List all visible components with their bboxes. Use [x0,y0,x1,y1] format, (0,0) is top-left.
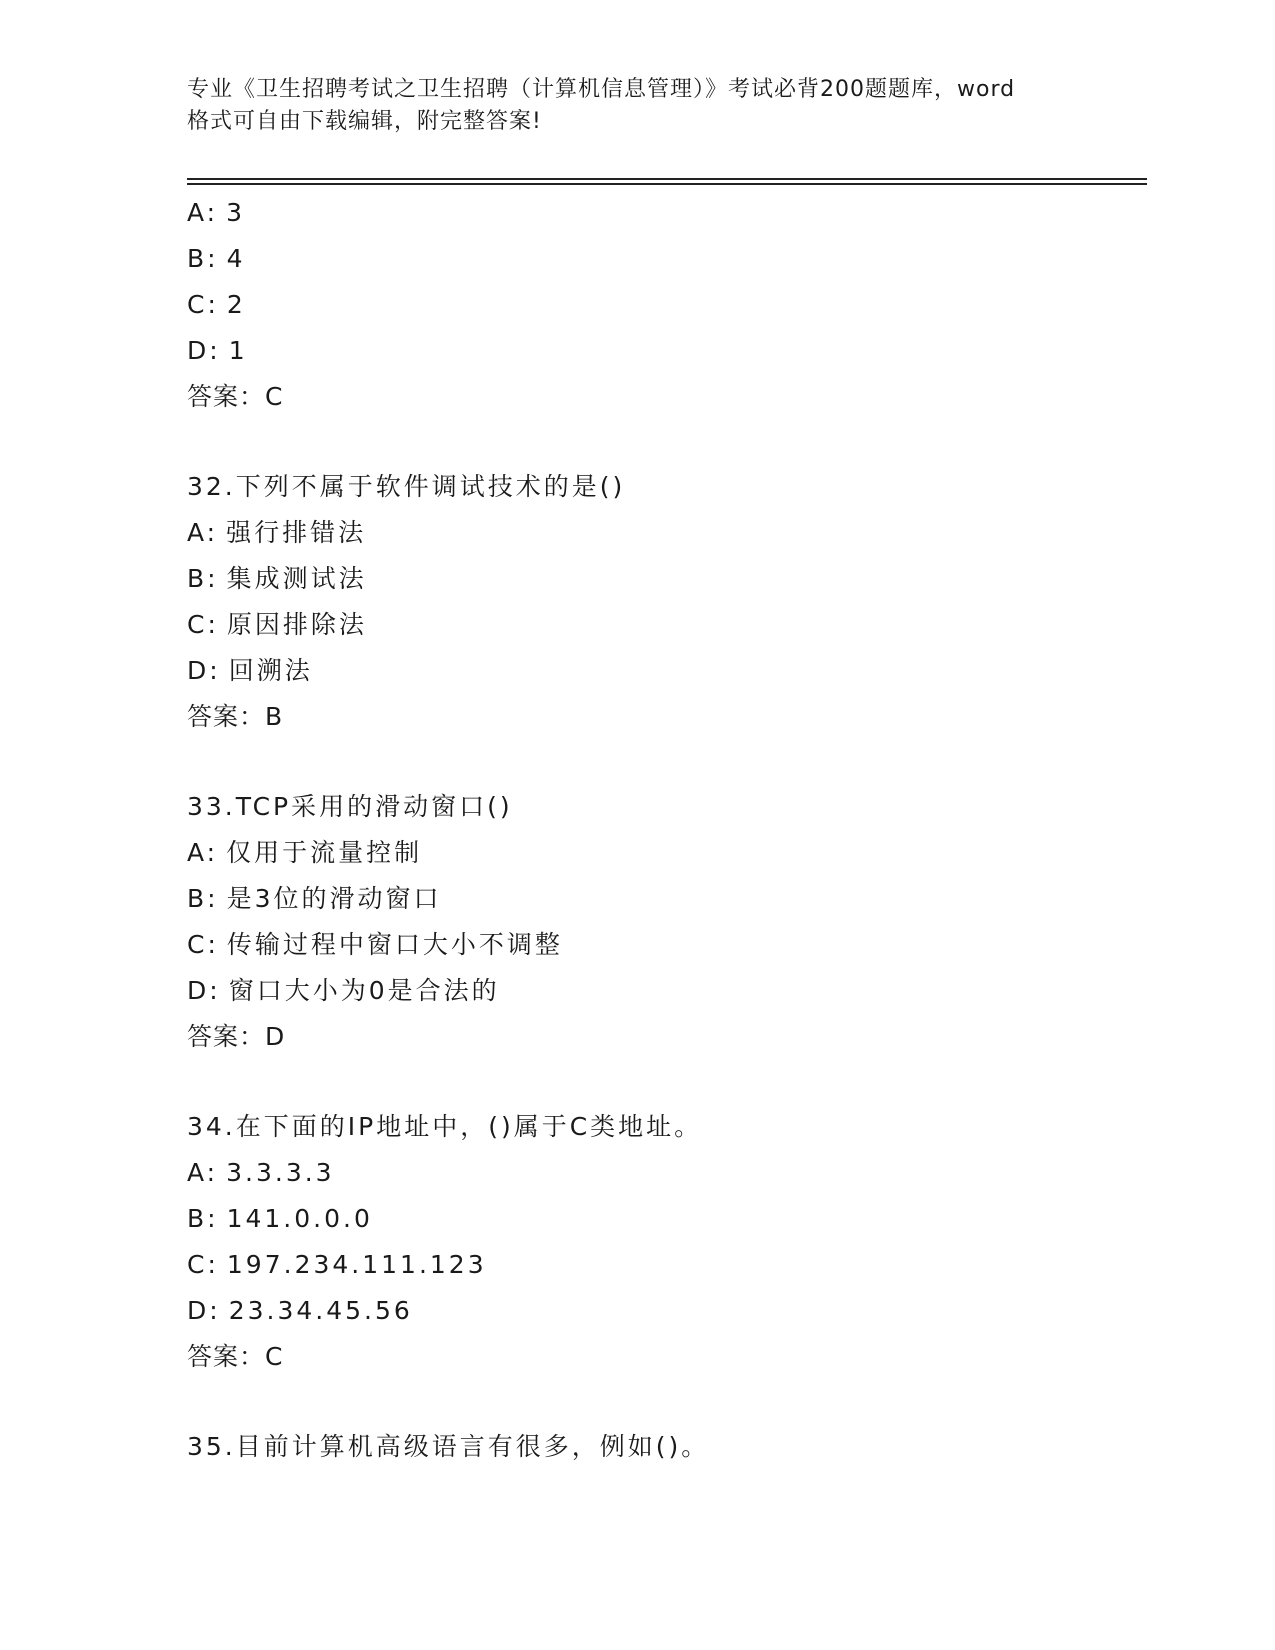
option-letter: D [187,1296,210,1325]
option-separator: : [209,976,221,1005]
option-separator: : [207,564,219,593]
option-c [187,282,1147,328]
option-separator: : [207,884,219,913]
option-text: 1 [228,336,248,365]
option-letter: B [187,1204,208,1233]
question-text: 33.TCP采用的滑动窗口() [187,792,513,821]
option-separator: : [207,930,219,959]
option-text: 仅用于流量控制 [226,838,423,867]
option-separator: : [206,1158,219,1187]
option-text: 窗口大小为0是合法的 [228,976,500,1005]
spacer [187,1060,1147,1104]
option-text: 传输过程中窗口大小不调整 [226,930,563,959]
option-c [187,1242,1147,1288]
spacer [187,1380,1147,1424]
option-text: 2 [226,290,246,319]
option-text: 4 [226,244,246,273]
option-letter: C [187,290,208,319]
option-b [187,876,1147,922]
option-letter: B [187,244,208,273]
option-text: 141.0.0.0 [226,1204,373,1233]
option-text: 3.3.3.3 [226,1158,335,1187]
option-letter: A [187,838,207,867]
document-header [187,74,1087,138]
option-letter: C [187,1250,208,1279]
spacer [187,740,1147,784]
option-a [187,190,1147,236]
question-text: 32.下列不属于软件调试技术的是() [187,472,626,501]
option-letter: C [187,610,208,639]
option-letter: A [187,198,207,227]
option-letter: A [187,1158,207,1187]
question-list [187,190,1147,1470]
option-text: 强行排错法 [226,518,367,547]
option-separator: : [206,518,219,547]
question-text: 34.在下面的IP地址中，()属于C类地址。 [187,1112,703,1141]
option-separator: : [207,1250,219,1279]
option-d [187,328,1147,374]
answer-line: 答案：D [187,1022,286,1051]
option-d [187,1288,1147,1334]
option-separator: : [207,1204,219,1233]
option-a [187,510,1147,556]
option-text: 3 [226,198,246,227]
question-31 [187,190,1147,420]
option-c [187,922,1147,968]
header-divider-top [187,178,1147,180]
option-letter: B [187,564,208,593]
question-35 [187,1424,1147,1470]
option-b [187,1196,1147,1242]
option-d [187,648,1147,694]
option-separator: : [209,1296,221,1325]
option-text: 原因排除法 [226,610,367,639]
question-33 [187,784,1147,1060]
option-separator: : [206,198,219,227]
option-separator: : [207,610,219,639]
answer-line: 答案：C [187,382,284,411]
answer-line: 答案：B [187,702,284,731]
option-b [187,556,1147,602]
option-text: 是3位的滑动窗口 [226,884,442,913]
option-letter: D [187,336,210,365]
spacer [187,420,1147,464]
option-text: 23.34.45.56 [228,1296,413,1325]
option-separator: : [207,244,219,273]
answer-line: 答案：C [187,1342,284,1371]
question-32 [187,464,1147,740]
option-b [187,236,1147,282]
option-separator: : [207,290,219,319]
option-text: 197.234.111.123 [226,1250,487,1279]
option-d [187,968,1147,1014]
header-line-1: 专业《卫生招聘考试之卫生招聘（计算机信息管理）》考试必背200题题库，word [187,77,1016,102]
option-letter: D [187,656,210,685]
question-text: 35.目前计算机高级语言有很多，例如()。 [187,1432,710,1461]
option-separator: : [206,838,219,867]
header-line-2: 格式可自由下载编辑，附完整答案! [187,109,542,134]
option-separator: : [209,336,221,365]
question-34 [187,1104,1147,1380]
option-letter: A [187,518,207,547]
option-letter: B [187,884,208,913]
option-a [187,1150,1147,1196]
option-letter: C [187,930,208,959]
option-text: 集成测试法 [226,564,367,593]
option-c [187,602,1147,648]
option-separator: : [209,656,221,685]
option-text: 回溯法 [228,656,313,685]
option-letter: D [187,976,210,1005]
header-divider-bottom [187,183,1147,185]
option-a [187,830,1147,876]
